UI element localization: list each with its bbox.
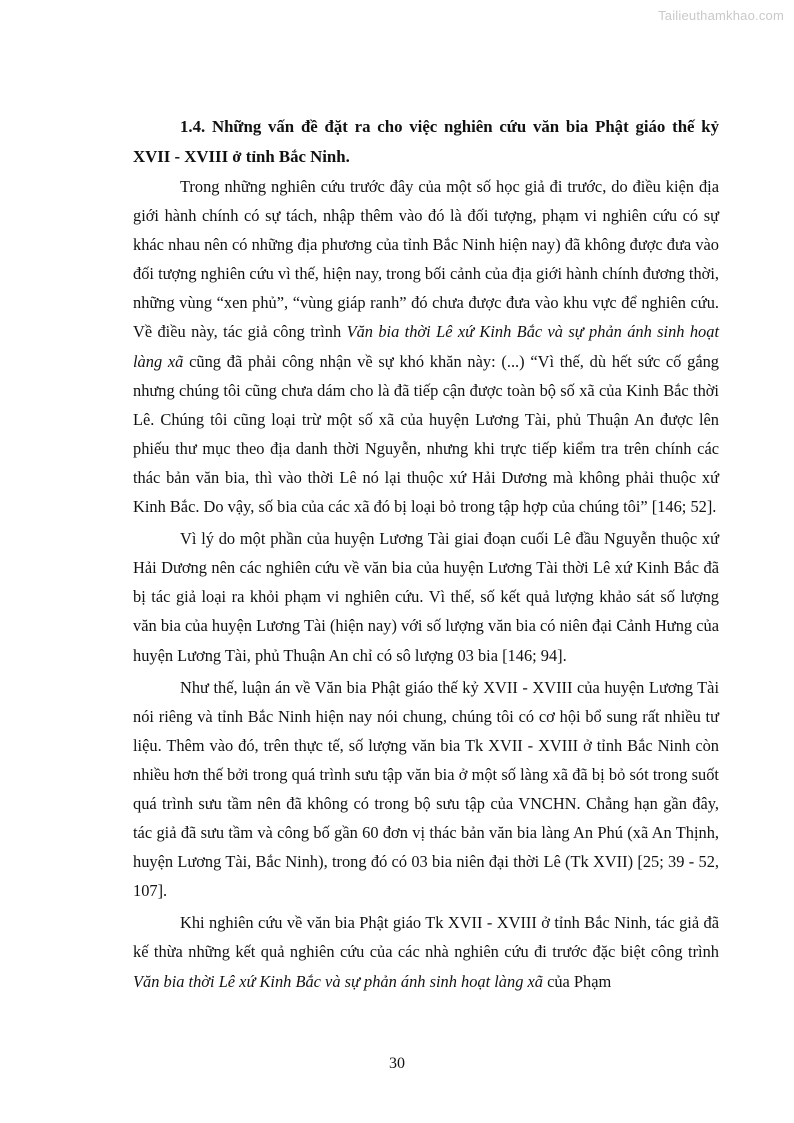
paragraph-1-italic-title: Văn bia thời Lê xứ Kinh Bắc và sự phản ánh sinh hoạt làng xã: [133, 322, 719, 371]
page-number: 30: [389, 1055, 405, 1072]
paragraph-1: [133, 172, 719, 521]
watermark-text: Tailieuthamkhao.com: [658, 8, 784, 23]
section-heading: [133, 112, 719, 172]
paragraph-3: Như thế, luận án về Văn bia Phật giáo thế kỷ XVII - XVIII của huyện Lương Tài nói riêng và tỉnh Bắc Ninh hiện nay nói chung, chúng tôi có cơ hội bổ sung rất nhiều tư liệu. Thêm vào đó, trên thực tế, số lượng văn bia Tk XVII - XVIII ở tỉnh Bắc Ninh còn nhiều hơn thế bởi trong quá trình sưu tập văn bia ở một số làng xã đã bị bỏ sót trong suốt quá trình sưu tầm nên đã không có trong bộ sưu tập của VNCHN. Chẳng hạn gần đây, tác giả đã sưu tầm và công bố gần 60 đơn vị thác bản văn bia làng An Phú (xã An Thịnh, huyện Lương Tài, Bắc Ninh), trong đó có 03 bia niên đại thời Lê (Tk XVII) [25; 39 - 52, 107].: [133, 677, 719, 901]
section-heading-line-2: XVII - XVIII ở tỉnh Bắc Ninh.: [133, 147, 350, 166]
paragraph-1-text-b: cũng đã phải công nhận về sự khó khăn này: (...) “Vì thế, dù hết sức cố gắng nhưng chúng tôi cũng chưa dám cho là đã tiếp cận được toàn bộ số xã của Kinh Bắc thời Lê. Chúng tôi cũng loại trừ một số xã của huyện Lương Tài, phủ Thuận An được lên phiếu thư mục theo địa danh thời Nguyễn, nhưng khi trực tiếp kiểm tra trên chính các thác bản văn bia, thì vào thời Lê nó lại thuộc xứ Hải Dương mà không phải thuộc xứ Kinh Bắc. Do vậy, số bia của các xã đó bị loại bỏ trong tập hợp của chúng tôi” [146; 52].: [133, 351, 719, 517]
paragraph-4-text-b: của Phạm: [542, 971, 612, 991]
paragraph-4-italic-title: Văn bia thời Lê xứ Kinh Bắc và sự phản ánh sinh hoạt làng xã: [133, 971, 543, 991]
paragraph-2: Vì lý do một phần của huyện Lương Tài giai đoạn cuối Lê đầu Nguyễn thuộc xứ Hải Dương nên các nghiên cứu về văn bia của huyện Lương Tài thời Lê xứ Kinh Bắc đã bị tác giả loại ra khỏi phạm vi nghiên cứu. Vì thế, số kết quả lượng khảo sát số lượng văn bia của huyện Lương Tài (hiện nay) với số lượng văn bia có niên đại Cảnh Hưng của huyện Lương Tài, phủ Thuận An chỉ có sô lượng 03 bia [146; 94].: [133, 529, 719, 665]
section-heading-line-1: 1.4. Những vấn đề đặt ra cho việc nghiên cứu văn bia Phật giáo thế kỷ: [180, 117, 719, 136]
paragraph-4-text-a: Khi nghiên cứu về văn bia Phật giáo Tk XVII - XVIII ở tỉnh Bắc Ninh, tác giả đã kế thừa những kết quả nghiên cứu của các nhà nghiên cứu đi trước đặc biệt công trình: [133, 913, 719, 962]
paragraph-4: [133, 908, 719, 995]
paragraph-1-text-a: Trong những nghiên cứu trước đây của một số học giả đi trước, do điều kiện địa giới hành chính có sự tách, nhập thêm vào đó là đối tượng, phạm vi nghiên cứu có sự khác nhau nên có những địa phương của tỉnh Bắc Ninh hiện nay) đã không được đưa vào đối tượng nghiên cứu vì thế, hiện nay, trong bối cảnh của địa giới hành chính đương thời, những vùng “xen phủ”, “vùng giáp ranh” đó chưa được đưa vào khu vực để nghiên cứu. Về điều này, tác giả công trình: [133, 177, 719, 342]
document-page: [133, 112, 719, 996]
